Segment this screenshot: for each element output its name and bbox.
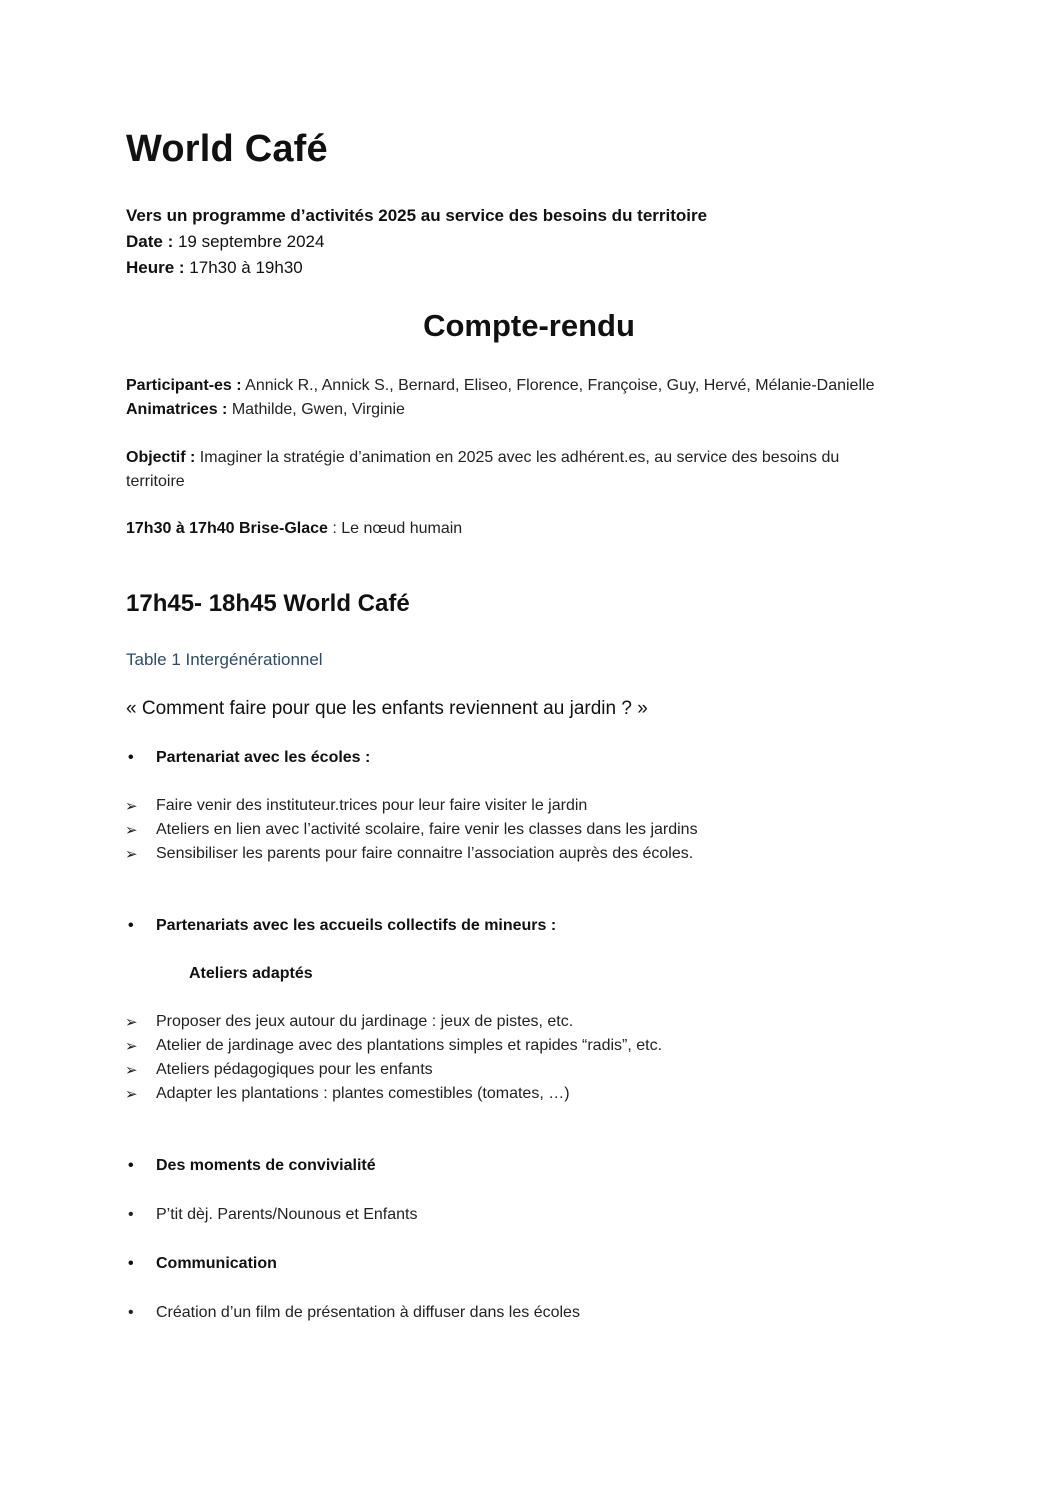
arrow-icon: ➢ [125, 1038, 138, 1055]
list-item [128, 1304, 580, 1322]
section-heading: 17h45- 18h45 World Café [126, 590, 410, 617]
bullet-icon: • [128, 749, 134, 766]
list-item-text: Atelier de jardinage avec des plantations simples et rapides “radis”, etc. [156, 1037, 663, 1054]
date-line [126, 230, 324, 254]
bullet-icon: • [128, 1255, 134, 1272]
objective-text-2: territoire [126, 473, 185, 490]
arrow-icon: ➢ [125, 1086, 138, 1103]
date-value: 19 septembre 2024 [173, 232, 325, 251]
participants-value: Annick R., Annick S., Bernard, Eliseo, Florence, Françoise, Guy, Hervé, Mélanie-Danielle [241, 377, 875, 394]
report-title: Compte-rendu [423, 308, 635, 343]
arrow-icon: ➢ [125, 846, 138, 863]
bullet-icon: • [128, 1304, 134, 1321]
list-item-text: Adapter les plantations : plantes comestibles (tomates, …) [156, 1085, 570, 1102]
list-item [125, 797, 588, 815]
time-value: 17h30 à 19h30 [184, 258, 303, 277]
bullet-icon: • [128, 917, 134, 934]
objective-line [126, 446, 839, 470]
group-title-communication [128, 1255, 277, 1273]
bullet-icon: • [128, 1157, 134, 1174]
list-item [125, 1037, 663, 1055]
list-item [125, 821, 698, 839]
list-item [125, 1013, 574, 1031]
animators-label: Animatrices : [126, 401, 228, 418]
animators-line [126, 398, 405, 422]
list-item-text: Création d’un film de présentation à diffuser dans les écoles [156, 1304, 580, 1321]
time-label: Heure : [126, 258, 185, 277]
time-line [126, 256, 303, 280]
arrow-icon: ➢ [125, 822, 138, 839]
list-item-text: P’tit dèj. Parents/Nounous et Enfants [156, 1206, 418, 1223]
objective-text-1: Imaginer la stratégie d’animation en 2025 avec les adhérent.es, au service des besoins du [195, 449, 840, 466]
arrow-icon: ➢ [125, 798, 138, 815]
group-title-text: Des moments de convivialité [156, 1157, 376, 1174]
list-item-text: Ateliers en lien avec l’activité scolaire, faire venir les classes dans les jardins [156, 821, 698, 838]
objective-label: Objectif : [126, 449, 196, 466]
list-item [125, 1061, 433, 1079]
list-item [128, 1206, 418, 1224]
icebreaker-line [126, 517, 462, 541]
icebreaker-value: : Le nœud humain [327, 520, 463, 537]
group-title-text: Communication [156, 1255, 277, 1272]
question: « Comment faire pour que les enfants reviennent au jardin ? » [126, 698, 648, 719]
group-title-schools [128, 749, 371, 767]
group-title-text: Partenariat avec les écoles : [156, 749, 371, 766]
participants-label: Participant-es : [126, 377, 242, 394]
list-item-text: Proposer des jeux autour du jardinage : jeux de pistes, etc. [156, 1013, 574, 1030]
bullet-icon: • [128, 1206, 134, 1223]
group-subtitle: Ateliers adaptés [189, 965, 313, 982]
group-title-text: Partenariats avec les accueils collectifs de mineurs : [156, 917, 557, 934]
group-title-conviviality [128, 1157, 376, 1175]
list-item [125, 1085, 570, 1103]
list-item-text: Faire venir des instituteur.trices pour leur faire visiter le jardin [156, 797, 588, 814]
list-item-text: Sensibiliser les parents pour faire connaitre l’association auprès des écoles. [156, 845, 694, 862]
date-label: Date : [126, 232, 174, 251]
group-title-acm [128, 917, 557, 935]
list-item [125, 845, 694, 863]
arrow-icon: ➢ [125, 1062, 138, 1079]
participants-line [126, 374, 874, 398]
subtitle: Vers un programme d’activités 2025 au service des besoins du territoire [126, 206, 708, 225]
animators-value: Mathilde, Gwen, Virginie [227, 401, 405, 418]
list-item-text: Ateliers pédagogiques pour les enfants [156, 1061, 433, 1078]
table-heading: Table 1 Intergénérationnel [126, 650, 323, 669]
arrow-icon: ➢ [125, 1014, 138, 1031]
icebreaker-label: 17h30 à 17h40 Brise-Glace [126, 520, 328, 537]
document-title: World Café [126, 128, 328, 170]
